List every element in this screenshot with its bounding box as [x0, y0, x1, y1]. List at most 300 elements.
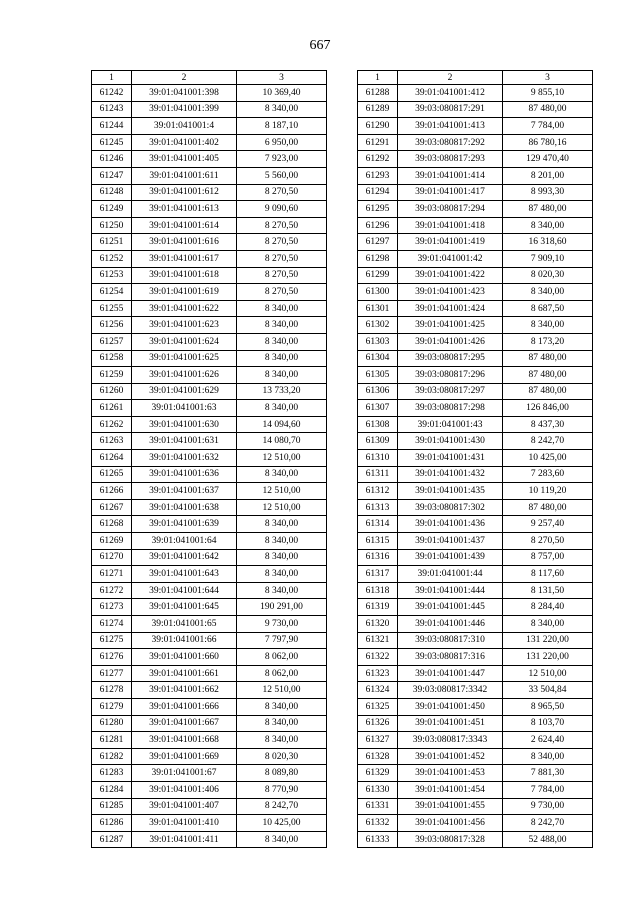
row-number-cell: 61306 [358, 383, 398, 400]
row-number-cell: 61261 [92, 400, 132, 417]
value-cell: 8 242,70 [503, 433, 593, 450]
value-cell: 8 131,50 [503, 582, 593, 599]
table-row [92, 466, 327, 483]
cadastral-number-cell: 39:01:041001:617 [132, 250, 237, 267]
cadastral-number-cell: 39:01:041001:666 [132, 698, 237, 715]
row-number-cell: 61274 [92, 616, 132, 633]
table-row [358, 416, 593, 433]
value-cell: 126 846,00 [503, 400, 593, 417]
cadastral-number-cell: 39:03:080817:316 [398, 649, 503, 666]
row-number-cell: 61271 [92, 566, 132, 583]
row-number-cell: 61298 [358, 250, 398, 267]
cadastral-number-cell: 39:03:080817:291 [398, 101, 503, 118]
cadastral-number-cell: 39:03:080817:328 [398, 831, 503, 848]
value-cell: 8 340,00 [237, 715, 327, 732]
table-row [92, 184, 327, 201]
value-cell: 8 270,50 [237, 250, 327, 267]
cadastral-number-cell: 39:01:041001:42 [398, 250, 503, 267]
cadastral-number-cell: 39:01:041001:625 [132, 350, 237, 367]
row-number-cell: 61247 [92, 167, 132, 184]
table-row [92, 350, 327, 367]
cadastral-number-cell: 39:01:041001:616 [132, 234, 237, 251]
table-row [358, 732, 593, 749]
row-number-cell: 61249 [92, 201, 132, 218]
value-cell: 8 340,00 [503, 616, 593, 633]
value-cell: 8 993,30 [503, 184, 593, 201]
table-row [92, 134, 327, 151]
row-number-cell: 61263 [92, 433, 132, 450]
cadastral-number-cell: 39:03:080817:295 [398, 350, 503, 367]
row-number-cell: 61288 [358, 85, 398, 102]
value-cell: 8 340,00 [237, 300, 327, 317]
value-cell: 131 220,00 [503, 649, 593, 666]
value-cell: 8 020,30 [503, 267, 593, 284]
cadastral-number-cell: 39:01:041001:64 [132, 533, 237, 550]
cadastral-number-cell: 39:01:041001:431 [398, 450, 503, 467]
value-cell: 8 340,00 [237, 533, 327, 550]
table-row [92, 616, 327, 633]
table-row [92, 831, 327, 848]
cadastral-number-cell: 39:01:041001:66 [132, 632, 237, 649]
value-cell: 9 257,40 [503, 516, 593, 533]
cadastral-number-cell: 39:01:041001:669 [132, 748, 237, 765]
value-cell: 10 425,00 [503, 450, 593, 467]
row-number-cell: 61278 [92, 682, 132, 699]
row-number-cell: 61262 [92, 416, 132, 433]
table-row [92, 649, 327, 666]
cadastral-number-cell: 39:01:041001:444 [398, 582, 503, 599]
value-cell: 87 480,00 [503, 383, 593, 400]
left-table-body [92, 85, 327, 848]
table-row [92, 85, 327, 102]
table-row [92, 416, 327, 433]
value-cell: 7 784,00 [503, 118, 593, 135]
row-number-cell: 61281 [92, 732, 132, 749]
row-number-cell: 61327 [358, 732, 398, 749]
cadastral-number-cell: 39:01:041001:454 [398, 781, 503, 798]
row-number-cell: 61253 [92, 267, 132, 284]
value-cell: 12 510,00 [237, 682, 327, 699]
value-cell: 8 201,00 [503, 167, 593, 184]
cadastral-number-cell: 39:01:041001:453 [398, 765, 503, 782]
row-number-cell: 61287 [92, 831, 132, 848]
table-row [358, 201, 593, 218]
value-cell: 8 270,50 [237, 267, 327, 284]
cadastral-number-cell: 39:01:041001:43 [398, 416, 503, 433]
cadastral-number-cell: 39:01:041001:398 [132, 85, 237, 102]
table-header-row [92, 71, 327, 85]
table-row [92, 234, 327, 251]
cadastral-number-cell: 39:01:041001:611 [132, 167, 237, 184]
row-number-cell: 61326 [358, 715, 398, 732]
value-cell: 8 340,00 [237, 400, 327, 417]
cadastral-number-cell: 39:03:080817:298 [398, 400, 503, 417]
cadastral-number-cell: 39:01:041001:445 [398, 599, 503, 616]
value-cell: 8 340,00 [237, 516, 327, 533]
row-number-cell: 61291 [358, 134, 398, 151]
cadastral-number-cell: 39:01:041001:411 [132, 831, 237, 848]
row-number-cell: 61292 [358, 151, 398, 168]
cadastral-number-cell: 39:01:041001:644 [132, 582, 237, 599]
table-row [358, 450, 593, 467]
cadastral-number-cell: 39:01:041001:407 [132, 798, 237, 815]
cadastral-number-cell: 39:01:041001:432 [398, 466, 503, 483]
table-row [358, 284, 593, 301]
row-number-cell: 61318 [358, 582, 398, 599]
table-row [92, 698, 327, 715]
value-cell: 14 094,60 [237, 416, 327, 433]
row-number-cell: 61257 [92, 333, 132, 350]
table-row [358, 516, 593, 533]
row-number-cell: 61268 [92, 516, 132, 533]
table-row [358, 134, 593, 151]
row-number-cell: 61282 [92, 748, 132, 765]
row-number-cell: 61272 [92, 582, 132, 599]
cadastral-number-cell: 39:01:041001:446 [398, 616, 503, 633]
row-number-cell: 61325 [358, 698, 398, 715]
value-cell: 12 510,00 [237, 499, 327, 516]
table-row [92, 201, 327, 218]
value-cell: 8 089,80 [237, 765, 327, 782]
row-number-cell: 61299 [358, 267, 398, 284]
row-number-cell: 61322 [358, 649, 398, 666]
cadastral-number-cell: 39:01:041001:413 [398, 118, 503, 135]
cadastral-number-cell: 39:03:080817:310 [398, 632, 503, 649]
cadastral-number-cell: 39:01:041001:405 [132, 151, 237, 168]
cadastral-number-cell: 39:03:080817:292 [398, 134, 503, 151]
column-header-cadastral: 2 [132, 71, 237, 85]
value-cell: 8 062,00 [237, 649, 327, 666]
value-cell: 8 270,50 [237, 234, 327, 251]
table-row [92, 765, 327, 782]
cadastral-number-cell: 39:01:041001:452 [398, 748, 503, 765]
row-number-cell: 61311 [358, 466, 398, 483]
cadastral-number-cell: 39:01:041001:412 [398, 85, 503, 102]
cadastral-number-cell: 39:01:041001:414 [398, 167, 503, 184]
table-row [92, 367, 327, 384]
row-number-cell: 61244 [92, 118, 132, 135]
table-header-row [358, 71, 593, 85]
cadastral-number-cell: 39:01:041001:645 [132, 599, 237, 616]
row-number-cell: 61315 [358, 533, 398, 550]
row-number-cell: 61255 [92, 300, 132, 317]
cadastral-number-cell: 39:01:041001:623 [132, 317, 237, 334]
table-row [92, 499, 327, 516]
value-cell: 8 020,30 [237, 748, 327, 765]
value-cell: 8 340,00 [503, 217, 593, 234]
cadastral-number-cell: 39:01:041001:618 [132, 267, 237, 284]
table-row [358, 698, 593, 715]
value-cell: 8 437,30 [503, 416, 593, 433]
row-number-cell: 61310 [358, 450, 398, 467]
value-cell: 8 173,20 [503, 333, 593, 350]
value-cell: 8 965,50 [503, 698, 593, 715]
table-row [92, 715, 327, 732]
table-row [358, 217, 593, 234]
table-row [92, 267, 327, 284]
value-cell: 8 062,00 [237, 665, 327, 682]
row-number-cell: 61267 [92, 499, 132, 516]
cadastral-number-cell: 39:03:080817:3342 [398, 682, 503, 699]
table-row [92, 599, 327, 616]
value-cell: 9 730,00 [503, 798, 593, 815]
row-number-cell: 61308 [358, 416, 398, 433]
value-cell: 9 730,00 [237, 616, 327, 633]
cadastral-number-cell: 39:03:080817:3343 [398, 732, 503, 749]
cadastral-number-cell: 39:01:041001:424 [398, 300, 503, 317]
cadastral-number-cell: 39:03:080817:293 [398, 151, 503, 168]
cadastral-number-cell: 39:01:041001:44 [398, 566, 503, 583]
cadastral-number-cell: 39:01:041001:417 [398, 184, 503, 201]
row-number-cell: 61293 [358, 167, 398, 184]
value-cell: 8 687,50 [503, 300, 593, 317]
value-cell: 8 340,00 [503, 317, 593, 334]
value-cell: 8 770,90 [237, 781, 327, 798]
row-number-cell: 61286 [92, 815, 132, 832]
cadastral-number-cell: 39:03:080817:302 [398, 499, 503, 516]
value-cell: 8 340,00 [237, 732, 327, 749]
cadastral-number-cell: 39:01:041001:662 [132, 682, 237, 699]
value-cell: 52 488,00 [503, 831, 593, 848]
cadastral-number-cell: 39:03:080817:296 [398, 367, 503, 384]
table-row [358, 665, 593, 682]
row-number-cell: 61297 [358, 234, 398, 251]
value-cell: 8 340,00 [237, 831, 327, 848]
cadastral-number-cell: 39:01:041001:4 [132, 118, 237, 135]
cadastral-number-cell: 39:01:041001:636 [132, 466, 237, 483]
value-cell: 8 284,40 [503, 599, 593, 616]
value-cell: 8 340,00 [237, 582, 327, 599]
row-number-cell: 61301 [358, 300, 398, 317]
row-number-cell: 61276 [92, 649, 132, 666]
table-row [92, 118, 327, 135]
page-number: 667 [309, 38, 331, 53]
row-number-cell: 61323 [358, 665, 398, 682]
value-cell: 8 340,00 [237, 333, 327, 350]
row-number-cell: 61309 [358, 433, 398, 450]
cadastral-number-cell: 39:01:041001:629 [132, 383, 237, 400]
value-cell: 5 560,00 [237, 167, 327, 184]
row-number-cell: 61319 [358, 599, 398, 616]
value-cell: 87 480,00 [503, 101, 593, 118]
table-row [358, 715, 593, 732]
row-number-cell: 61264 [92, 450, 132, 467]
value-cell: 12 510,00 [503, 665, 593, 682]
table-row [92, 815, 327, 832]
table-row [358, 616, 593, 633]
cadastral-number-cell: 39:01:041001:639 [132, 516, 237, 533]
table-row [92, 101, 327, 118]
row-number-cell: 61312 [358, 483, 398, 500]
cadastral-number-cell: 39:01:041001:643 [132, 566, 237, 583]
row-number-cell: 61269 [92, 533, 132, 550]
value-cell: 87 480,00 [503, 350, 593, 367]
value-cell: 8 340,00 [237, 549, 327, 566]
cadastral-number-cell: 39:01:041001:638 [132, 499, 237, 516]
row-number-cell: 61275 [92, 632, 132, 649]
value-cell: 190 291,00 [237, 599, 327, 616]
table-row [92, 549, 327, 566]
cadastral-number-cell: 39:01:041001:668 [132, 732, 237, 749]
value-cell: 8 340,00 [503, 284, 593, 301]
table-row [92, 516, 327, 533]
row-number-cell: 61316 [358, 549, 398, 566]
cadastral-number-cell: 39:01:041001:455 [398, 798, 503, 815]
table-row [92, 383, 327, 400]
table-row [358, 765, 593, 782]
cadastral-number-cell: 39:01:041001:402 [132, 134, 237, 151]
row-number-cell: 61331 [358, 798, 398, 815]
cadastral-number-cell: 39:01:041001:63 [132, 400, 237, 417]
table-row [358, 748, 593, 765]
cadastral-number-cell: 39:01:041001:619 [132, 284, 237, 301]
value-cell: 87 480,00 [503, 499, 593, 516]
cadastral-number-cell: 39:03:080817:294 [398, 201, 503, 218]
table-row [358, 101, 593, 118]
table-row [358, 433, 593, 450]
cadastral-number-cell: 39:01:041001:667 [132, 715, 237, 732]
cadastral-number-cell: 39:01:041001:614 [132, 217, 237, 234]
column-header-cadastral: 2 [398, 71, 503, 85]
row-number-cell: 61283 [92, 765, 132, 782]
table-row [358, 781, 593, 798]
value-cell: 8 340,00 [237, 317, 327, 334]
value-cell: 14 080,70 [237, 433, 327, 450]
row-number-cell: 61304 [358, 350, 398, 367]
row-number-cell: 61332 [358, 815, 398, 832]
table-row [92, 333, 327, 350]
value-cell: 8 340,00 [237, 367, 327, 384]
value-cell: 8 187,10 [237, 118, 327, 135]
value-cell: 129 470,40 [503, 151, 593, 168]
table-row [92, 732, 327, 749]
cadastral-number-cell: 39:01:041001:613 [132, 201, 237, 218]
table-row [358, 383, 593, 400]
table-row [92, 151, 327, 168]
value-cell: 13 733,20 [237, 383, 327, 400]
cadastral-number-cell: 39:01:041001:430 [398, 433, 503, 450]
cadastral-number-cell: 39:01:041001:418 [398, 217, 503, 234]
cadastral-number-cell: 39:01:041001:399 [132, 101, 237, 118]
table-row [358, 798, 593, 815]
row-number-cell: 61250 [92, 217, 132, 234]
cadastral-number-cell: 39:03:080817:297 [398, 383, 503, 400]
left-register-table [91, 70, 327, 848]
row-number-cell: 61258 [92, 350, 132, 367]
cadastral-number-cell: 39:01:041001:622 [132, 300, 237, 317]
row-number-cell: 61243 [92, 101, 132, 118]
table-row [92, 748, 327, 765]
value-cell: 9 090,60 [237, 201, 327, 218]
row-number-cell: 61279 [92, 698, 132, 715]
cadastral-number-cell: 39:01:041001:612 [132, 184, 237, 201]
table-row [358, 831, 593, 848]
cadastral-number-cell: 39:01:041001:410 [132, 815, 237, 832]
row-number-cell: 61313 [358, 499, 398, 516]
row-number-cell: 61280 [92, 715, 132, 732]
value-cell: 9 855,10 [503, 85, 593, 102]
row-number-cell: 61321 [358, 632, 398, 649]
table-row [358, 300, 593, 317]
table-row [358, 483, 593, 500]
table-row [358, 533, 593, 550]
row-number-cell: 61277 [92, 665, 132, 682]
right-register-table [357, 70, 593, 848]
value-cell: 7 923,00 [237, 151, 327, 168]
table-row [92, 300, 327, 317]
table-row [358, 649, 593, 666]
value-cell: 8 340,00 [237, 466, 327, 483]
row-number-cell: 61329 [358, 765, 398, 782]
value-cell: 8 340,00 [237, 350, 327, 367]
cadastral-number-cell: 39:01:041001:632 [132, 450, 237, 467]
table-row [92, 781, 327, 798]
cadastral-number-cell: 39:01:041001:406 [132, 781, 237, 798]
value-cell: 12 510,00 [237, 450, 327, 467]
value-cell: 7 881,30 [503, 765, 593, 782]
row-number-cell: 61303 [358, 333, 398, 350]
cadastral-number-cell: 39:01:041001:456 [398, 815, 503, 832]
value-cell: 8 340,00 [237, 101, 327, 118]
table-row [358, 250, 593, 267]
row-number-cell: 61330 [358, 781, 398, 798]
value-cell: 87 480,00 [503, 201, 593, 218]
cadastral-number-cell: 39:01:041001:450 [398, 698, 503, 715]
value-cell: 8 242,70 [237, 798, 327, 815]
value-cell: 7 797,90 [237, 632, 327, 649]
row-number-cell: 61307 [358, 400, 398, 417]
cadastral-number-cell: 39:01:041001:447 [398, 665, 503, 682]
cadastral-number-cell: 39:01:041001:435 [398, 483, 503, 500]
row-number-cell: 61254 [92, 284, 132, 301]
cadastral-number-cell: 39:01:041001:437 [398, 533, 503, 550]
value-cell: 8 270,50 [237, 184, 327, 201]
table-row [358, 267, 593, 284]
table-row [92, 798, 327, 815]
table-row [358, 367, 593, 384]
value-cell: 8 270,50 [237, 217, 327, 234]
value-cell: 8 340,00 [237, 698, 327, 715]
value-cell: 8 340,00 [237, 566, 327, 583]
row-number-cell: 61295 [358, 201, 398, 218]
value-cell: 10 119,20 [503, 483, 593, 500]
table-row [358, 632, 593, 649]
value-cell: 87 480,00 [503, 367, 593, 384]
cadastral-number-cell: 39:01:041001:439 [398, 549, 503, 566]
table-row [92, 450, 327, 467]
value-cell: 7 784,00 [503, 781, 593, 798]
row-number-cell: 61290 [358, 118, 398, 135]
value-cell: 7 909,10 [503, 250, 593, 267]
cadastral-number-cell: 39:01:041001:426 [398, 333, 503, 350]
table-row [358, 466, 593, 483]
cadastral-number-cell: 39:01:041001:660 [132, 649, 237, 666]
row-number-cell: 61333 [358, 831, 398, 848]
value-cell: 8 242,70 [503, 815, 593, 832]
cadastral-number-cell: 39:01:041001:626 [132, 367, 237, 384]
row-number-cell: 61284 [92, 781, 132, 798]
value-cell: 6 950,00 [237, 134, 327, 151]
row-number-cell: 61289 [358, 101, 398, 118]
cadastral-number-cell: 39:01:041001:419 [398, 234, 503, 251]
row-number-cell: 61324 [358, 682, 398, 699]
value-cell: 86 780,16 [503, 134, 593, 151]
table-row [358, 582, 593, 599]
cadastral-number-cell: 39:01:041001:637 [132, 483, 237, 500]
value-cell: 8 270,50 [503, 533, 593, 550]
table-row [358, 499, 593, 516]
row-number-cell: 61256 [92, 317, 132, 334]
